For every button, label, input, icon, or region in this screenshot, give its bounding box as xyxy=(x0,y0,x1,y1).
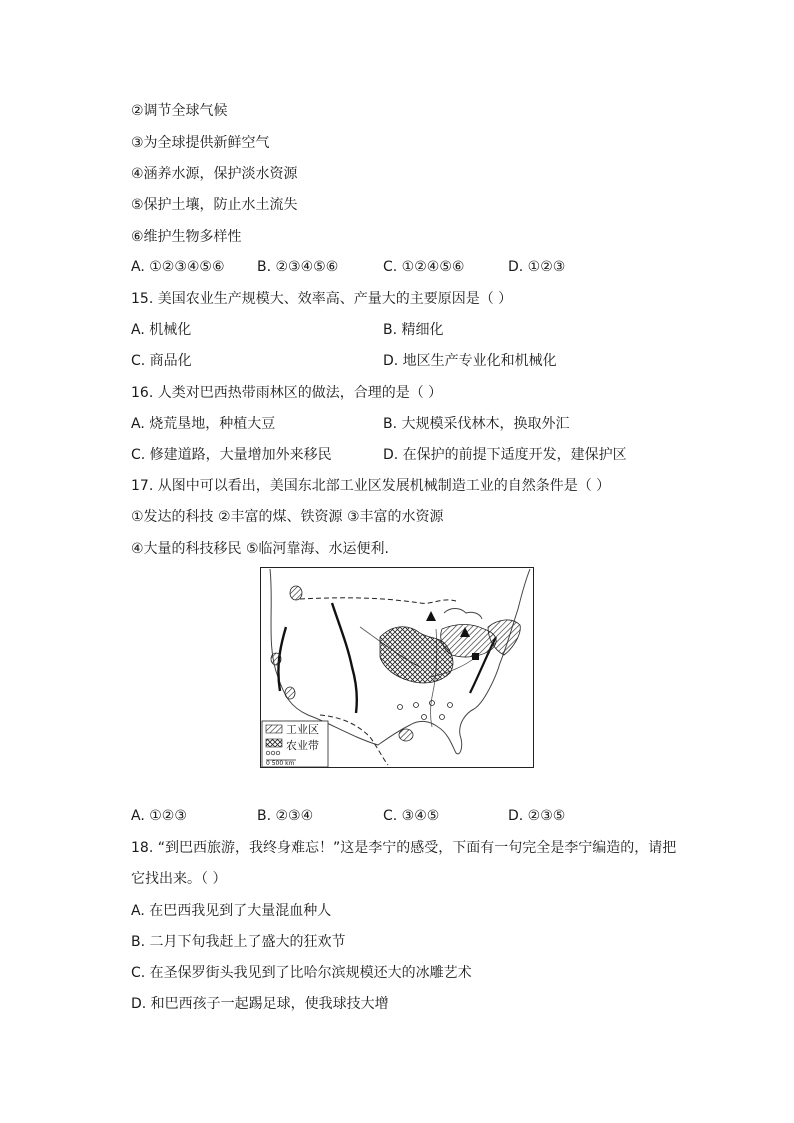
q16-option-b[interactable]: B. 大规模采伐林木，换取外汇 xyxy=(383,416,570,432)
q17-choices-line1: ①发达的科技 ②丰富的煤、铁资源 ③丰富的水资源 xyxy=(131,509,444,525)
q15-option-b[interactable]: B. 精细化 xyxy=(383,322,444,338)
q16-stem: 16. 人类对巴西热带雨林区的做法，合理的是（ ） xyxy=(131,385,443,401)
q15-option-c[interactable]: C. 商品化 xyxy=(131,353,192,369)
usa-industry-map xyxy=(260,567,534,768)
q18-option-c[interactable]: C. 在圣保罗街头我见到了比哈尔滨规模还大的冰雕艺术 xyxy=(131,965,472,981)
q15-stem: 15. 美国农业生产规模大、效率高、产量大的主要原因是（ ） xyxy=(131,291,513,307)
q17-option-d[interactable]: D. ②③⑤ xyxy=(508,808,566,824)
q17-option-a[interactable]: A. ①②③ xyxy=(131,808,187,824)
q18-stem-line1: 18. “到巴西旅游，我终身难忘！”这是李宁的感受，下面有一句完全是李宁编造的，请把 xyxy=(131,840,677,856)
q18-option-d[interactable]: D. 和巴西孩子一起踢足球，使我球技大增 xyxy=(131,996,389,1012)
q14-option-c[interactable]: C. ①②④⑤⑥ xyxy=(383,259,465,275)
q17-option-b[interactable]: B. ②③④ xyxy=(257,808,314,824)
statement-3: ③为全球提供新鲜空气 xyxy=(131,135,270,151)
statement-2: ②调节全球气候 xyxy=(131,103,228,119)
q17-choices-line2: ④大量的科技移民 ⑤临河靠海、水运便利. xyxy=(131,541,390,557)
coal-marker xyxy=(472,653,479,660)
west-coast-industrial-sf xyxy=(271,653,281,665)
statement-4: ④涵养水源，保护淡水资源 xyxy=(131,166,298,182)
statement-6: ⑥维护生物多样性 xyxy=(131,229,242,245)
q17-stem: 17. 从图中可以看出，美国东北部工业区发展机械制造工业的自然条件是（ ） xyxy=(131,478,611,494)
scale-label: 0 500 km xyxy=(266,760,295,767)
q16-option-d[interactable]: D. 在保护的前提下适度开发，建保护区 xyxy=(383,447,627,463)
q18-option-a[interactable]: A. 在巴西我见到了大量混血种人 xyxy=(131,903,332,919)
west-coast-industrial-seattle xyxy=(290,586,302,600)
q14-option-a[interactable]: A. ①②③④⑤⑥ xyxy=(131,259,225,275)
statement-5: ⑤保护土壤，防止水土流失 xyxy=(131,197,298,213)
q14-option-d[interactable]: D. ①②③ xyxy=(508,259,566,275)
q16-option-c[interactable]: C. 修建道路，大量增加外来移民 xyxy=(131,447,332,463)
q17-option-c[interactable]: C. ③④⑤ xyxy=(383,808,440,824)
q15-option-a[interactable]: A. 机械化 xyxy=(131,322,192,338)
q18-stem-line2: 它找出来。（ ） xyxy=(131,871,227,887)
legend-industry-label: 工业区 xyxy=(286,723,319,736)
legend-agri-label: 农业带 xyxy=(286,739,319,752)
west-coast-industrial-la xyxy=(285,687,295,699)
q14-option-b[interactable]: B. ②③④⑤⑥ xyxy=(257,259,339,275)
q18-option-b[interactable]: B. 二月下旬我赶上了盛大的狂欢节 xyxy=(131,934,346,950)
legend-agri-swatch xyxy=(266,739,282,747)
gulf-industrial-houston xyxy=(399,729,413,741)
q15-option-d[interactable]: D. 地区生产专业化和机械化 xyxy=(383,353,557,369)
q16-option-a[interactable]: A. 烧荒垦地，种植大豆 xyxy=(131,416,276,432)
legend-industry-swatch xyxy=(266,725,282,733)
